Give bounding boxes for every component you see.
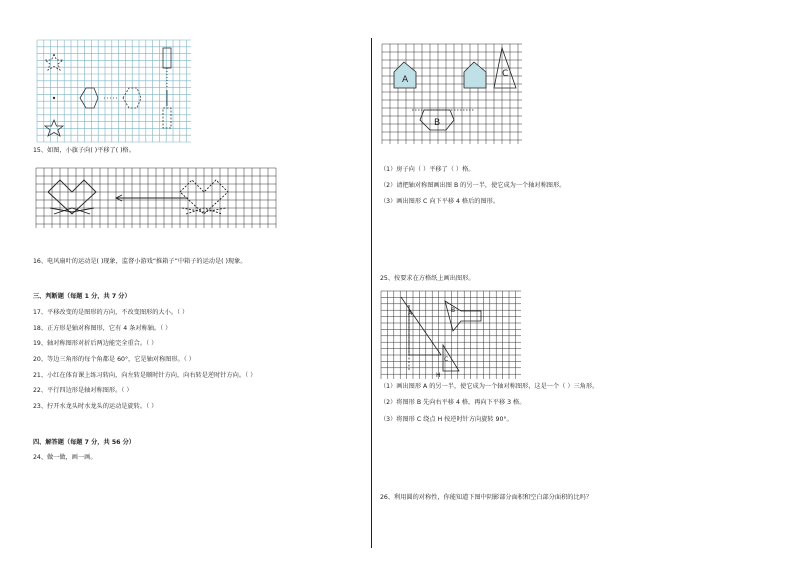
q24-part1: （1）房子向（ ）平移了（ ）格。 (380, 166, 475, 173)
q18: 18、正方形是轴对称图形，它有 4 条对称轴。（ ） (33, 325, 172, 332)
label-b2: B (451, 307, 456, 314)
q24-title: 24、做一做，画一画。 (33, 454, 97, 461)
star-top-icon (45, 54, 63, 70)
house-moved (464, 62, 486, 88)
q16-text: 16、电风扇叶的运动是( )现象，监督小游戏“推箱子”中箱子的运动是( )现象。 (33, 258, 247, 265)
q23: 23、拧开水龙头时水龙头的运动是旋转。（ ） (33, 403, 158, 410)
hexagon-solid (80, 88, 98, 108)
q24-part2: （2）请把轴对称图画出图 B 的另一半，使它成为一个轴对称图形。 (380, 182, 566, 189)
label-c: C (502, 69, 509, 79)
q19: 19、轴对称图形对折后两边能完全重合。（ ） (33, 340, 158, 347)
label-c2: C (444, 356, 449, 363)
q21: 21、小红在体育课上练习转向，向左转是顺时针方向，向右转是逆时针方向。（ ） (33, 372, 257, 379)
q25-figure (381, 291, 521, 379)
q25-part3: （3）将图形 C 绕点 H 按逆时针方向旋转 90°。 (380, 416, 513, 423)
label-h: H (436, 372, 441, 379)
q17: 17、平移改变的是图形的方向，不改变图形的大小。（ ） (33, 309, 189, 316)
q22: 22、平行四边形是轴对称图形。（ ） (33, 387, 133, 394)
q20: 20、等边三角形的每个角都是 60°，它是轴对称图形。（ ） (33, 356, 195, 363)
section3-title: 三、判断题（每题 1 分，共 7 分） (33, 293, 131, 300)
star-bottom-icon (45, 120, 63, 136)
label-b: B (434, 118, 441, 128)
q24-figure (382, 44, 522, 144)
label-a2: A (408, 310, 413, 317)
flag-top (163, 48, 171, 68)
q15-figure (37, 40, 191, 142)
flag-bottom (163, 108, 171, 128)
q25-part2: （2）将图形 B 先向右平移 4 格，再向下平移 3 格。 (380, 399, 526, 406)
q15-text: 15、如图，小旗子向( )平移了( )格。 (33, 147, 135, 154)
label-a: A (402, 75, 409, 85)
q16-figure (36, 168, 276, 228)
section4-title: 四、解答题（每题 7 分，共 56 分） (33, 439, 135, 446)
q24-part3: （3）画出图形 C 向下平移 4 格后的图形。 (380, 198, 500, 205)
q25-part1: （1）画出图形 A 的另一半，使它成为一个轴对称图形，这是一个（ ）三角形。 (380, 383, 599, 390)
column-divider (371, 38, 372, 548)
q25-title: 25、按要求在方格纸上画出图形。 (380, 275, 475, 282)
shape-b (445, 301, 481, 331)
q26-text: 26、利用圆的对称性，你能知道下图中阴影部分面积和空白部分面积的比吗？ (380, 494, 593, 501)
